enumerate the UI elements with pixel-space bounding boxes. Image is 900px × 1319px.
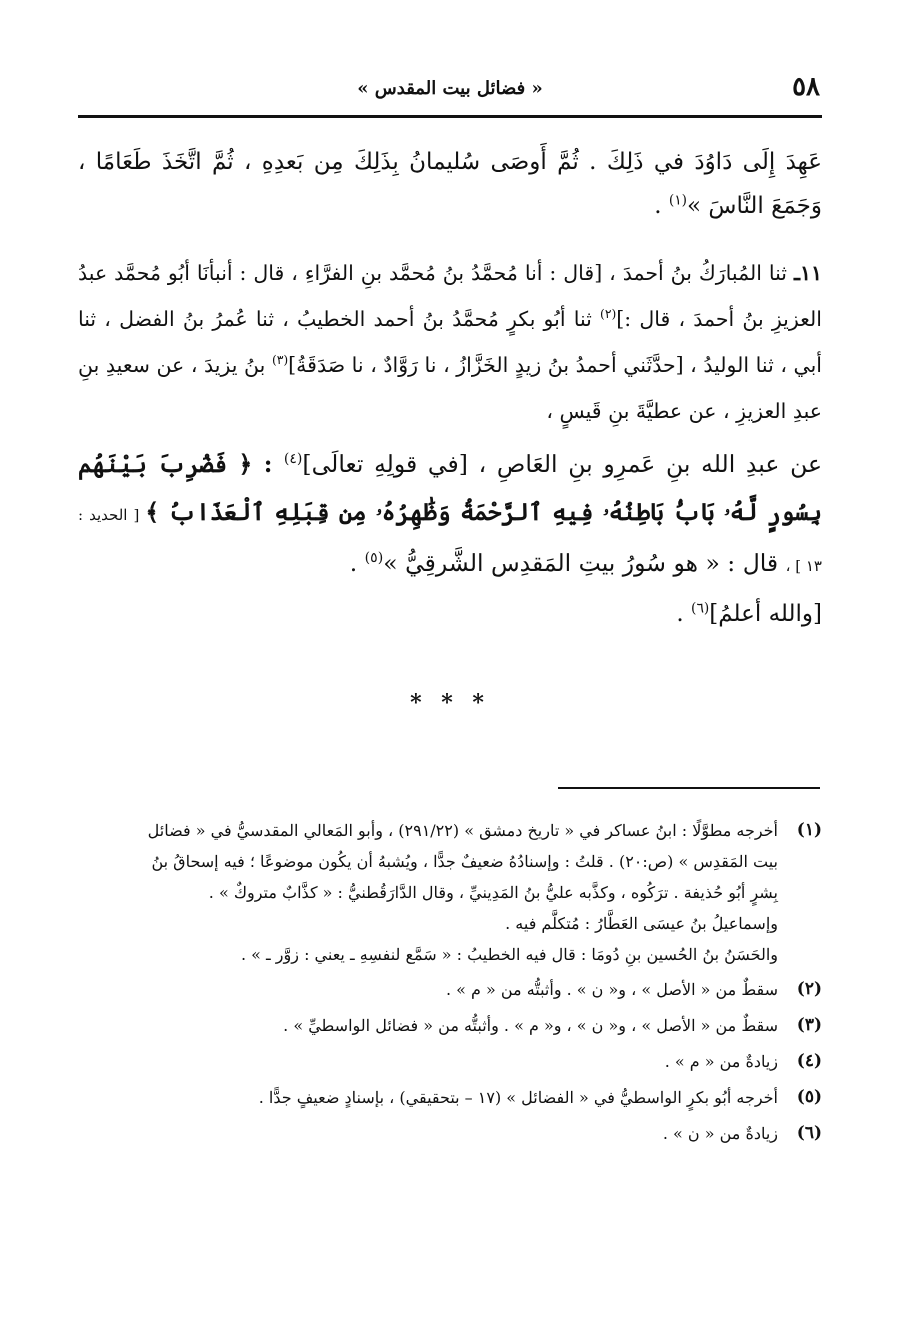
page-number: ٥٨ <box>792 72 820 102</box>
footnote-text <box>78 1117 778 1150</box>
footnote-ref-3: (٣) <box>271 353 289 368</box>
footnote-1 <box>78 815 822 970</box>
continuation-end: . <box>654 193 669 219</box>
footnote-ref-1: (١) <box>668 192 688 209</box>
closing-paragraph <box>78 590 822 638</box>
footnote-3 <box>78 1009 822 1042</box>
footnote-number: (١) <box>796 820 822 840</box>
footnote-2 <box>78 973 822 1006</box>
footnote-number: (٢) <box>796 979 822 999</box>
hadith-chain-part2: ثنا أبُو بكرٍ مُحمَّدُ بنُ أحمد الخطيبُ ، ثنا عُمرُ بنُ الفضل ، ثنا أبي ، ثنا الوليدُ ، [حدَّثَني أحمدُ بنُ زيدٍ الخَزَّازُ ، نا رَوَّادٌ ، نا صَدَقَةُ] <box>78 307 822 377</box>
quote-end: . <box>349 549 365 577</box>
footnote-line: سقطٌ من « الأصل » ، و« ن » . وأثبتُّه من « م » . <box>445 980 778 999</box>
footnote-line: بيت المَقدِس » (ص:٢٠) . قلتُ : وإسنادُهُ ضعيفٌ جدًّا ، ويُشبهُ أن يكُون موضوعًا ؛ فيه إسحاقُ بنُ <box>151 852 778 871</box>
footnote-5 <box>78 1081 822 1114</box>
footnote-text <box>78 1009 778 1042</box>
footnote-ref-6: (٦) <box>691 600 710 617</box>
footnote-text <box>78 1045 778 1078</box>
footnote-line: زيادةٌ من « م » . <box>664 1052 778 1071</box>
quote-narrator: عن عبدِ الله بنِ عَمرِو بنِ العَاصِ ، [في قولِهِ تعالَى] <box>302 450 822 478</box>
footnote-line: والحَسَنُ بنُ الحُسين بنِ دُومَا : قال فيه الخطيبُ : « سَمَّع لنفسِهِ ـ يعني : زوَّر ـ » . <box>240 945 778 964</box>
main-text <box>78 140 822 638</box>
hadith-chain-part3: بنُ يزيدَ ، عن سعيدِ بنِ عبدِ العزيزِ ، عن عطيَّةَ بنِ قَيسٍ ، <box>78 353 822 423</box>
closing-end: . <box>676 601 692 627</box>
section-separator: * * * <box>410 690 490 716</box>
hadith-chain-part1: ثنا المُبارَكُ بنُ أحمدَ ، [قال : أنا مُحمَّدُ بنُ مُحمَّد بنِ الفرَّاءِ ، قال : أنبأنَا أبُو مُحمَّد عبدُ العزيزِ بنُ أحمدَ ، قال :] <box>78 261 822 331</box>
hadith-paragraph <box>78 250 822 434</box>
footnote-line: بِشرٍ أبُو حُذيفة . ترَكُوه ، وكذَّبه عليُّ بنُ المَدِينيِّ ، وقال الدَّارَقُطنيُّ : « كذَّابٌ متروكٌ » . <box>208 883 778 902</box>
running-title: « فضائل بيت المقدس » <box>357 78 543 99</box>
page-header <box>78 70 822 110</box>
footnote-rule <box>558 787 820 789</box>
footnote-line: زيادةٌ من « ن » . <box>662 1124 778 1143</box>
footnote-line: سقطٌ من « الأصل » ، و« ن » ، و« م » . وأثبتُّه من « فضائل الواسطيِّ » . <box>283 1016 778 1035</box>
footnote-ref-4: (٤) <box>283 451 303 468</box>
header-rule <box>78 115 822 118</box>
footnote-line: وإسماعيلُ بنُ عيسَى العَطَّارُ : مُتكلَّم فيه . <box>505 914 778 933</box>
footnote-line: أخرجه مطوَّلًا : ابنُ عساكر في « تاريخ دمشق » (٢٩١/٢٢) ، وأبو المَعالي المقدسيُّ في « فضائل <box>147 821 778 840</box>
footnote-ref-2: (٢) <box>600 307 617 322</box>
footnote-line: أخرجه أبُو بكرٍ الواسطيُّ في « الفضائل » (١٧ – بتحقيقي) ، بإسنادٍ ضعيفٍ جدًّا . <box>258 1088 778 1107</box>
quote-paragraph <box>78 440 822 590</box>
footnote-text <box>78 815 778 970</box>
footnotes <box>78 815 822 1150</box>
footnote-4 <box>78 1045 822 1078</box>
footnote-number: (٦) <box>796 1123 822 1143</box>
continuation-text: عَهِدَ إِلَى دَاوُدَ في ذَلِكَ . ثُمَّ أَوصَى سُليمانُ بِذَلِكَ مِن بَعدِهِ ، ثُمَّ اتَّخَذَ طَعَامًا ، وَجَمَعَ النَّاسَ » <box>78 149 822 219</box>
footnote-number: (٤) <box>796 1051 822 1071</box>
footnote-ref-5: (٥) <box>364 550 384 567</box>
footnote-text <box>78 1081 778 1114</box>
closing-text: [والله أعلمُ] <box>709 601 822 627</box>
footnote-6 <box>78 1117 822 1150</box>
footnote-text <box>78 973 778 1006</box>
verse-citation: [ الحديد : ١٣ ] ، <box>78 506 822 575</box>
continuation-paragraph <box>78 140 822 236</box>
footnote-number: (٣) <box>796 1015 822 1035</box>
quote-saying: قال : « هو سُورُ بيتِ المَقدِس الشَّرقِيُّ » <box>383 549 786 577</box>
footnote-number: (٥) <box>796 1087 822 1107</box>
quran-verse: : ﴿ فَضُرِبَ بَيْنَهُم بِسُورٍ لَّهُۥ بَابُۢ بَاطِنُهُۥ فِيهِ ٱلرَّحْمَةُ وَظَٰهِرُهُۥ مِن قِبَلِهِ ٱلْعَذَابُ ﴾ <box>78 450 822 526</box>
hadith-number: ١١ـ <box>793 261 822 285</box>
